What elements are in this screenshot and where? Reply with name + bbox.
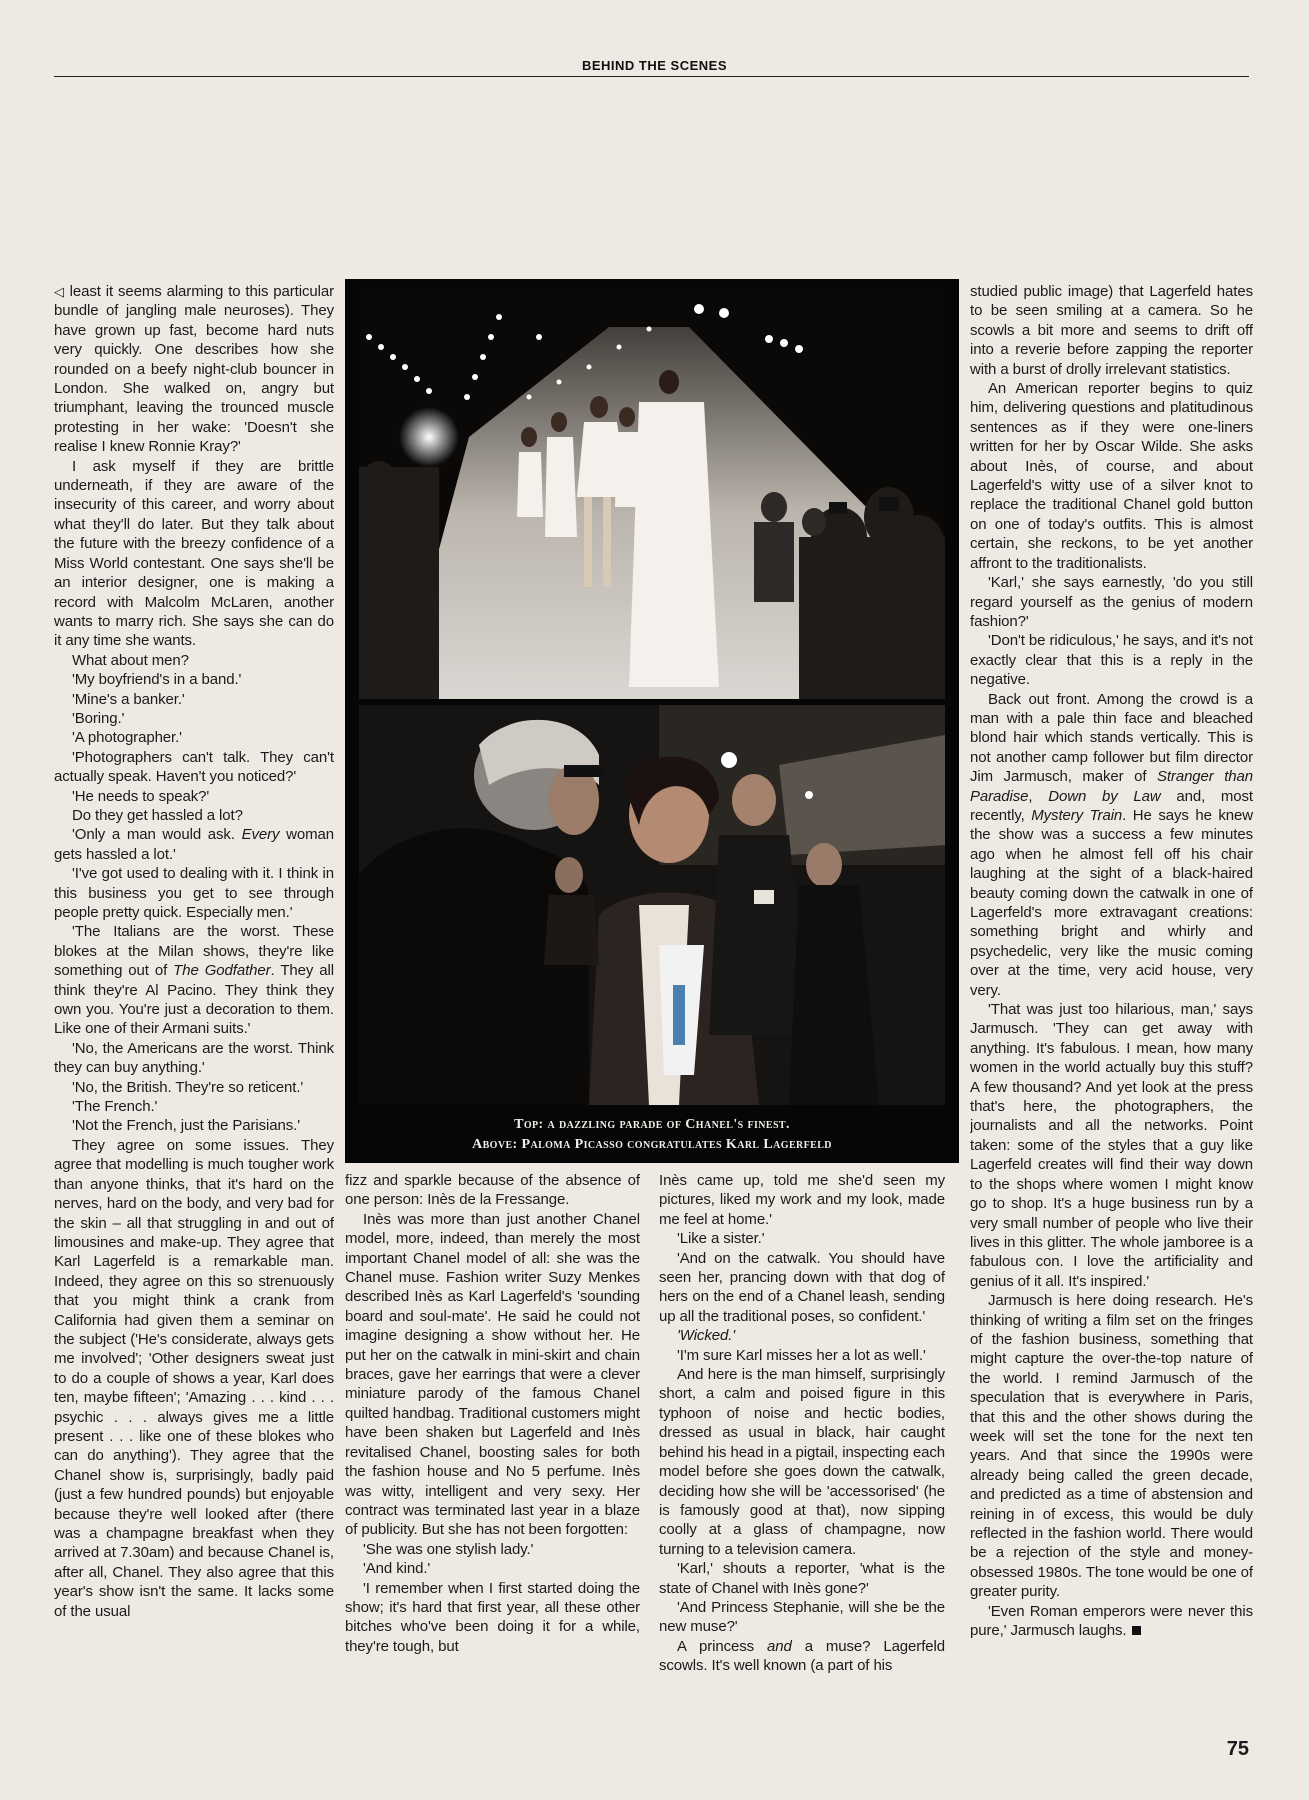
paragraph: 'And Princess Stephanie, will she be the new muse?' — [659, 1598, 945, 1636]
paragraph: 'I've got used to dealing with it. I think in this business you get to see through people pretty quick. Especially men.' — [54, 865, 334, 921]
lagerfeld-photo — [359, 705, 945, 1105]
paragraph: 'Boring.' — [72, 709, 125, 727]
paragraph: What about men? — [72, 651, 189, 669]
paragraph: 'And kind.' — [363, 1560, 431, 1578]
paragraph: 'She was one stylish lady.' — [363, 1540, 534, 1558]
paragraph: 'Wicked.' — [677, 1327, 736, 1345]
paragraph: Inès came up, told me she'd seen my pictures, liked my work and my look, made me feel at home.' — [659, 1172, 945, 1228]
paragraph: 'No, the Americans are the worst. Think they can buy anything.' — [54, 1039, 334, 1077]
photo-caption — [345, 1115, 959, 1155]
paragraph: 'Don't be ridiculous,' he says, and it's not exactly clear that this is a reply in the negative. — [970, 632, 1253, 689]
end-square-icon — [1132, 1626, 1141, 1635]
paragraph: And here is the man himself, surprisingly short, a calm and poised figure in this typhoon of noise and hectic bodies, dressed as usual in black, hair caught behind his head in a pigtail, inspecting each model before she goes down the catwalk, deciding how she will be 'accessorised' (he is famously good at that), now sipping coolly at a glass of champagne, now turning to a television camera. — [659, 1366, 945, 1558]
paragraph: I ask myself if they are brittle underneath, if they are aware of the insecurity of this career, and worry about what they'll do later. But they talk about the future with the breezy confidence of a Miss World contestant. One says she'll be an interior designer, one is making a record with Malcolm McLaren, another wants to marry rich. She says she can do it any time she wants. — [54, 457, 334, 650]
paragraph: 'A photographer.' — [72, 729, 182, 747]
paragraph: A princess and a muse? Lagerfeld scowls. It's well known (a part of his — [659, 1637, 945, 1675]
paragraph: 'He needs to speak?' — [72, 787, 210, 805]
paragraph: Do they get hassled a lot? — [72, 806, 243, 824]
paragraph: studied public image) that Lagerfeld hates to be seen smiling at a camera. So he scowls a bit more and seems to drift off into a reverie before zapping the reporter with a burst of drolly irrelevant statistics. — [970, 283, 1253, 378]
paragraph: 'Mine's a banker.' — [72, 690, 185, 708]
paragraph: Back out front. Among the crowd is a man with a pale thin face and bleached blond hair which stands vertically. This is not another camp follower but film director Jim Jarmusch, maker of Stranger than Paradise, Down by Law and, most recently, Mystery Train. He says he knew the show was a success a few minutes ago when he almost fell off his chair laughing at the sight of a black-haired beauty coming down the catwalk in one of Lagerfeld's more extravagant creations: something bright and whirly and psychedelic, very like the music coming over at the time, very acid house, very very. — [970, 690, 1253, 999]
paragraph: 'I'm sure Karl misses her a lot as well.' — [677, 1346, 926, 1364]
paragraph: 'Photographers can't talk. They can't actually speak. Haven't you noticed?' — [54, 748, 334, 786]
paragraph: 'Karl,' she says earnestly, 'do you still regard yourself as the genius of modern fashion?' — [970, 574, 1253, 630]
paragraph: An American reporter begins to quiz him, delivering questions and platitudinous sentences as if they were one-liners written for her by Oscar Wilde. She asks about Inès, of course, and about Lagerfeld's witty use of a silver knot to replace the traditional Chanel gold button on one of today's outfits. This is almost certain, she reckons, to be yet another affront to the traditionalists. — [970, 380, 1253, 572]
paragraph: Inès was more than just another Chanel model, more, indeed, than merely the most important Chanel model of all: she was the Chanel muse. Fashion writer Suzy Menkes described Inès as Karl Lagerfeld's 'sounding board and soul-mate'. He said he could not imagine designing a show without her. He put her on the catwalk in mini-skirt and chain braces, gave her earrings that were a clever miniature parody of the famous Chanel quilted handbag. Traditional customers might have been shaken but Lagerfeld and Inès revitalised Chanel, boosting sales for both the fashion house and No 5 perfume. Inès was witty, intelligent and very sexy. Her contract was terminated last year in a blaze of publicity. But she has not been forgotten: — [345, 1210, 640, 1539]
caption-line-2: Above: Paloma Picasso congratulates Karl Lagerfeld — [472, 1137, 832, 1152]
paragraph: 'And on the catwalk. You should have seen her, prancing down with that dog of hers on the end of a Chanel leash, sending up all the traditional poses, so confident.' — [659, 1249, 945, 1325]
paragraph: 'No, the British. They're so reticent.' — [72, 1078, 304, 1096]
paragraph: 'That was just too hilarious, man,' says Jarmusch. 'They can get away with anything. It's fabulous. I mean, how many women in the world actually buy this stuff? A few thousand? And yet look at the press that's here, the photographers, the journalists and all the networks. Point taken: some of the styles that a guy like Lagerfeld creates will find their way down to the shops where women I might know go to shop. It's a huge business run by a very small number of people who live their lives in this glitter. The whole jamboree is a fabulous con. I love the artificiality and genius of it all. It's inspired.' — [970, 1001, 1253, 1290]
paragraph: fizz and sparkle because of the absence of one person: Inès de la Fressange. — [345, 1172, 640, 1209]
continue-arrow-icon: ◁ — [54, 284, 65, 299]
header-rule — [54, 76, 1249, 77]
section-header: BEHIND THE SCENES — [581, 58, 728, 73]
article-column-3 — [659, 1171, 945, 1714]
paragraph: 'I remember when I first started doing the show; it's hard that first year, all these other bitches who've been doing it for a while, they're tough, but — [345, 1579, 640, 1655]
photo-block — [345, 279, 959, 1163]
paragraph: 'Not the French, just the Parisians.' — [72, 1117, 300, 1135]
article-column-4 — [970, 282, 1253, 1714]
page-number: 75 — [1226, 1738, 1249, 1760]
paragraph: Jarmusch is here doing research. He's thinking of writing a film set on the fringes of the fashion business, something that might capture the over-the-top nature of the world. I remind Jarmusch of the speculation that is everywhere in Paris, that this and the other shows during the week will set the tone for the next ten years. And that since the 1990s were already being called the green decade, and predicted as a time of abstension and reining in of excess, this would be duly reflected in the fashion world. There would be a rejection of the style and money-obsessed 1980s. The tone would be one of greater purity. — [970, 1292, 1253, 1601]
article-column-1 — [54, 282, 334, 1714]
paragraph: 'Karl,' shouts a reporter, 'what is the state of Chanel with Inès gone?' — [659, 1560, 945, 1597]
paragraph: They agree on some issues. They agree that modelling is much tougher work than anyone thinks, that it's hard on the nerves, hard on the body, and very bad for the skin – all that struggling in and out of limousines and make-up. They agree that Karl Lagerfeld is a remarkable man. Indeed, they agree on this so strenuously that you might think a crank from California had given them a seminar on the subject ('He's considerate, always gets me involved'; 'Other designers sweat just to do a couple of shows a year, Karl does ten, maybe fifteen'; 'Amazing . . . kind . . . psychic . . . always gives me a little present . . . like one of these blokes who can do anything'). They agree that the Chanel show is, surprisingly, badly paid (just a few hundred pounds) but enjoyable because they're well looked after (there was a champagne breakfast when they arrived at 7.30am) and because Chanel is, after all, Chanel. They also agree that this year's show isn't the same. It lacks some of the usual — [54, 1136, 334, 1620]
article-column-2 — [345, 1171, 640, 1714]
paragraph: 'Only a man would ask. Every woman gets hassled a lot.' — [54, 826, 334, 863]
paragraph: 'The Italians are the worst. These blokes at the Milan shows, they're like something out of The Godfather. They all think they're Al Pacino. They think they own you. You're just a decoration to them. Like one of their Armani suits.' — [54, 923, 334, 1038]
paragraph: 'Like a sister.' — [677, 1230, 765, 1248]
paragraph: 'My boyfriend's in a band.' — [72, 671, 242, 689]
caption-line-1: Top: a dazzling parade of Chanel's finest. — [514, 1117, 790, 1132]
paragraph: 'The French.' — [72, 1098, 158, 1116]
paragraph: 'Even Roman emperors were never this pure,' Jarmusch laughs. — [970, 1602, 1253, 1640]
runway-photo — [359, 287, 945, 699]
paragraph: ◁ least it seems alarming to this particular bundle of jangling male neuroses). They have grown up fast, become hard nuts very quickly. One describes how she rounded on a beefy night-club bouncer in London. She walked on, angry but triumphant, leaving the trounced muscle protesting in her wake: 'Doesn't she realise I knew Ronnie Kray?' — [54, 283, 334, 456]
